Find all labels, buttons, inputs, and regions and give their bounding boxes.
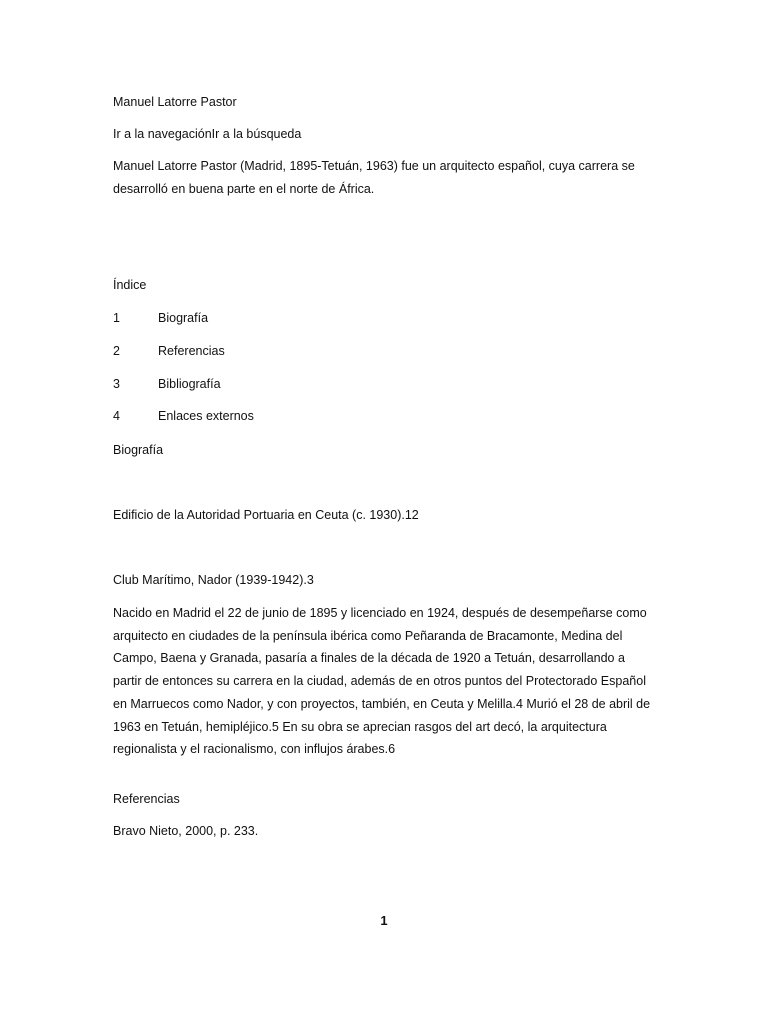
biography-paragraph: Nacido en Madrid el 22 de junio de 1895 y licenciado en 1924, después de desempeñarse como arquitecto en ciudades de la península ibérica como Peñaranda de Bracamonte, Medina del Campo, Baena y Granada, pasaría a finales de la década de 1920 a Tetuán, desarrollando a partir de entonces su carrera en la ciudad, además de en otros puntos del Protectorado Español en Marruecos como Nador, y con proyectos, también, en Ceuta y Melilla.4 Murió el 28 de abril de 1963 en Tetuán, hemipléjico.5 En su obra se aprecian rasgos del art decó, la arquitectura regionalista y el racionalismo, con influjos árabes.6 [113, 606, 651, 757]
toc-item-number: 2 [113, 344, 120, 358]
toc-item-label[interactable]: Biografía [158, 311, 209, 325]
page-number: 1 [380, 913, 388, 928]
toc-item-label[interactable]: Bibliografía [158, 377, 221, 391]
toc-item-number: 1 [113, 311, 120, 325]
toc-heading: Índice [113, 278, 147, 292]
toc-item-number: 4 [113, 409, 120, 423]
image-caption-club-maritimo: Club Marítimo, Nador (1939-1942).3 [113, 573, 314, 587]
document-title: Manuel Latorre Pastor [113, 95, 237, 109]
image-caption-port-authority: Edificio de la Autoridad Portuaria en Ceuta (c. 1930).12 [113, 508, 419, 522]
toc-item-number: 3 [113, 377, 120, 391]
navigation-links[interactable]: Ir a la navegaciónIr a la búsqueda [113, 127, 302, 141]
toc-item-label[interactable]: Referencias [158, 344, 225, 358]
toc-item-label[interactable]: Enlaces externos [158, 409, 254, 423]
references-heading: Referencias [113, 792, 180, 806]
reference-item: Bravo Nieto, 2000, p. 233. [113, 824, 259, 838]
intro-paragraph: Manuel Latorre Pastor (Madrid, 1895-Tetuán, 1963) fue un arquitecto español, cuya carrera se desarrolló en buena parte en el norte de África. [113, 159, 635, 196]
biography-heading: Biografía [113, 443, 164, 457]
